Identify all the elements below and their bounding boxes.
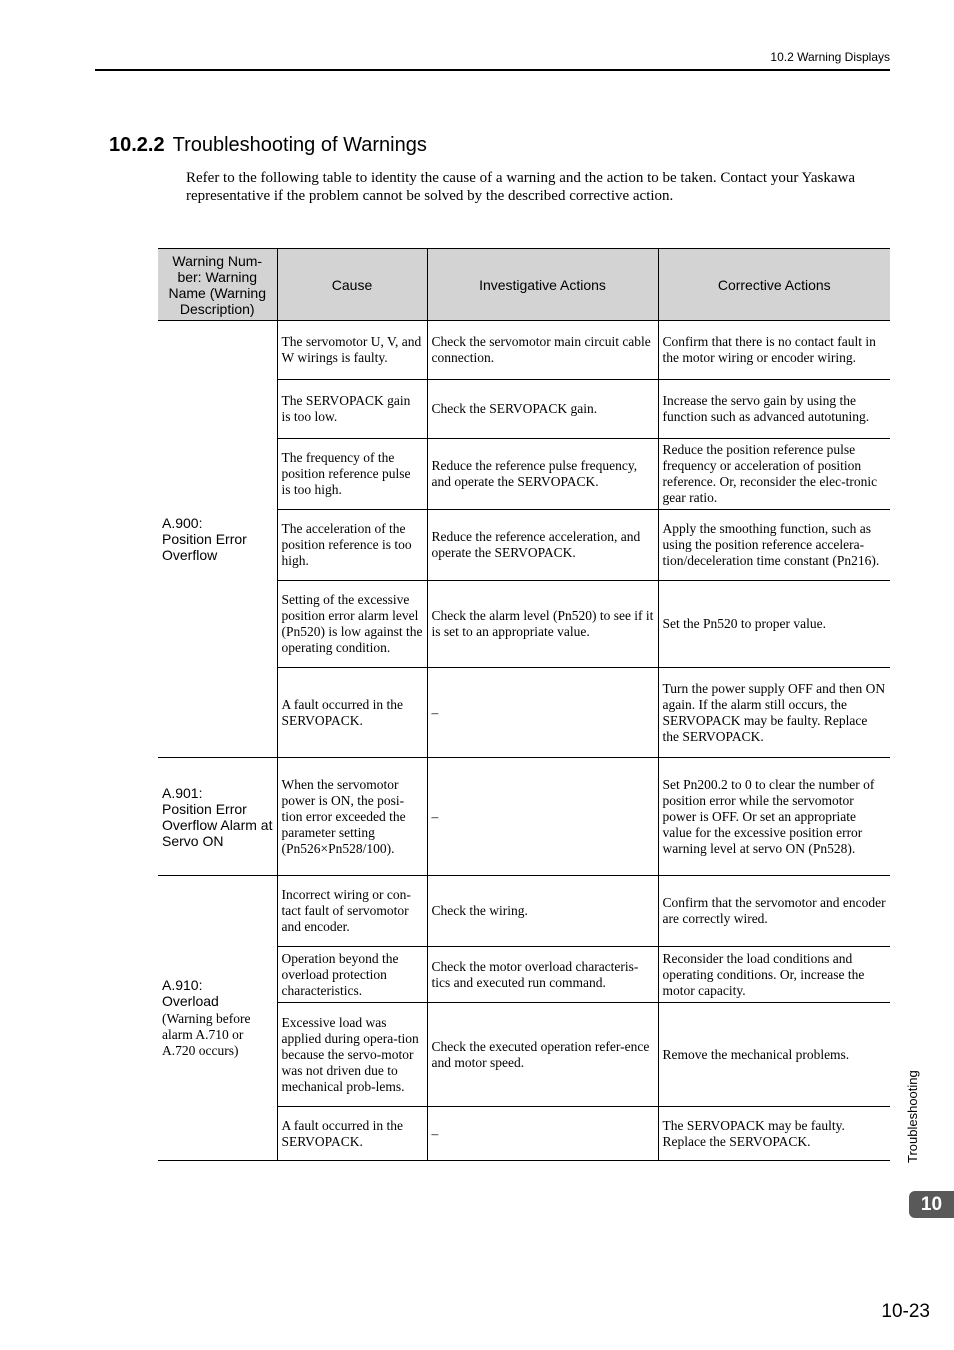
corrective-cell: Apply the smoothing function, such as using the position reference accelera-tion/deceleration time constant (Pn216).	[658, 510, 890, 581]
warning-name: Position Error Overflow	[162, 531, 247, 563]
cause-cell: The SERVOPACK gain is too low.	[277, 380, 427, 439]
investigative-cell: Check the alarm level (Pn520) to see if it is set to an appropriate value.	[427, 581, 658, 668]
cause-cell: Incorrect wiring or con-tact fault of servomotor and encoder.	[277, 876, 427, 947]
warning-table	[158, 248, 890, 1161]
col-header-investigative: Investigative Actions	[427, 249, 658, 321]
warning-name-cell	[158, 758, 277, 876]
investigative-cell: Check the executed operation refer-ence and motor speed.	[427, 1003, 658, 1107]
cause-cell: When the servomotor power is ON, the posi-tion error exceeded the parameter setting (Pn526×Pn528/100).	[277, 758, 427, 876]
cause-cell: The servomotor U, V, and W wirings is faulty.	[277, 321, 427, 380]
col-header-warning: Warning Num-ber: Warning Name (Warning Description)	[158, 249, 277, 321]
col-header-corrective: Corrective Actions	[658, 249, 890, 321]
investigative-cell: Reduce the reference acceleration, and operate the SERVOPACK.	[427, 510, 658, 581]
investigative-cell: –	[427, 758, 658, 876]
warning-name-cell	[158, 321, 277, 758]
corrective-cell: The SERVOPACK may be faulty. Replace the SERVOPACK.	[658, 1107, 890, 1161]
cause-cell: Excessive load was applied during opera-tion because the servo-motor was not driven due to mechanical prob-lems.	[277, 1003, 427, 1107]
warning-code: A.900:	[162, 515, 203, 531]
page-number: 10-23	[881, 1301, 930, 1322]
cause-cell: A fault occurred in the SERVOPACK.	[277, 668, 427, 758]
section-heading	[109, 134, 427, 157]
corrective-cell: Set Pn200.2 to 0 to clear the number of position error while the servomotor power is OFF. Or set an appropriate value for the excessive position error warning level at servo ON (Pn528).	[658, 758, 890, 876]
investigative-cell: Check the motor overload characteris-tics and executed run command.	[427, 947, 658, 1003]
warning-note: (Warning before alarm A.710 or A.720 occurs)	[162, 1011, 251, 1058]
corrective-cell: Confirm that the servomotor and encoder are correctly wired.	[658, 876, 890, 947]
investigative-cell: Check the SERVOPACK gain.	[427, 380, 658, 439]
cause-cell: Operation beyond the overload protection characteristics.	[277, 947, 427, 1003]
table-row	[158, 758, 890, 876]
cause-cell: The frequency of the position reference pulse is too high.	[277, 439, 427, 510]
table-header-row	[158, 249, 890, 321]
warning-name-cell	[158, 876, 277, 1161]
investigative-cell: –	[427, 668, 658, 758]
section-number: 10.2.2	[109, 134, 165, 156]
warning-name: Overload	[162, 993, 219, 1009]
investigative-cell: Check the wiring.	[427, 876, 658, 947]
corrective-cell: Turn the power supply OFF and then ON again. If the alarm still occurs, the SERVOPACK may be faulty. Replace the SERVOPACK.	[658, 668, 890, 758]
investigative-cell: –	[427, 1107, 658, 1161]
col-header-cause: Cause	[277, 249, 427, 321]
intro-paragraph: Refer to the following table to identity the cause of a warning and the action to be taken. Contact your Yaskawa representative if the problem cannot be solved by the described corrective action.	[186, 170, 855, 204]
warning-name: Position Error Overflow Alarm at Servo ON	[162, 800, 273, 849]
running-header: 10.2 Warning Displays	[770, 50, 890, 64]
corrective-cell: Increase the servo gain by using the function such as advanced autotuning.	[658, 380, 890, 439]
side-section-label: Troubleshooting	[905, 1070, 920, 1163]
chapter-tab: 10	[909, 1191, 954, 1218]
warning-code: A.901:	[162, 784, 203, 801]
cause-cell: The acceleration of the position reference is too high.	[277, 510, 427, 581]
cause-cell: A fault occurred in the SERVOPACK.	[277, 1107, 427, 1161]
cause-cell: Setting of the excessive position error alarm level (Pn520) is low against the operating condition.	[277, 581, 427, 668]
warning-code: A.910:	[162, 977, 203, 993]
section-title: Troubleshooting of Warnings	[172, 134, 427, 156]
corrective-cell: Remove the mechanical problems.	[658, 1003, 890, 1107]
corrective-cell: Set the Pn520 to proper value.	[658, 581, 890, 668]
corrective-cell: Reduce the position reference pulse frequency or acceleration of position reference. Or, reconsider the elec-tronic gear ratio.	[658, 439, 890, 510]
table-row	[158, 876, 890, 947]
header-rule	[95, 69, 890, 71]
investigative-cell: Reduce the reference pulse frequency, and operate the SERVOPACK.	[427, 439, 658, 510]
corrective-cell: Confirm that there is no contact fault in the motor wiring or encoder wiring.	[658, 321, 890, 380]
investigative-cell: Check the servomotor main circuit cable connection.	[427, 321, 658, 380]
table-row	[158, 321, 890, 380]
corrective-cell: Reconsider the load conditions and operating conditions. Or, increase the motor capacity.	[658, 947, 890, 1003]
